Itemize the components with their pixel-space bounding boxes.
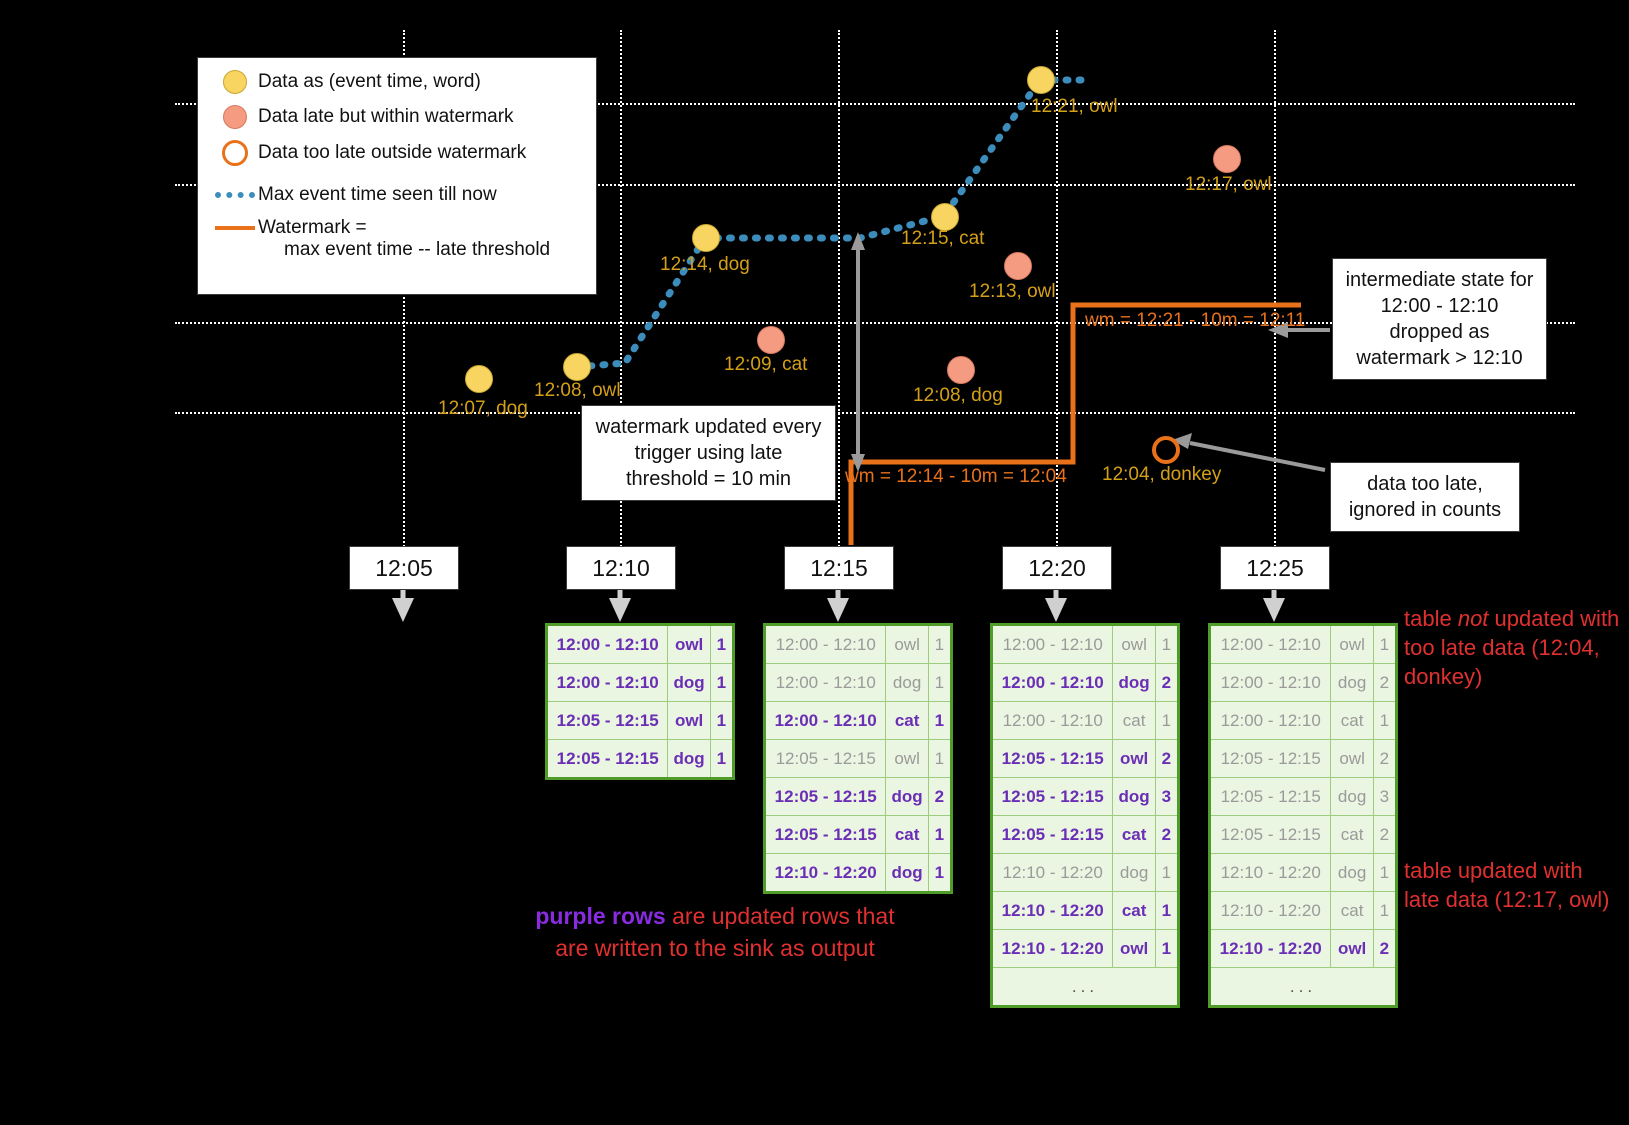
table-row (1211, 854, 1395, 892)
purple-rows-text-2: are updated rows that (665, 903, 895, 929)
table-row (766, 854, 950, 891)
time-label-1205: 12:05 (349, 546, 459, 590)
data-point-salmon (1004, 252, 1032, 280)
table-cell-window: 12:10 - 12:20 (1211, 892, 1331, 929)
table-cell-window: 12:05 - 12:15 (1211, 778, 1331, 815)
table-cell-word: cat (1331, 892, 1373, 929)
table-cell-count: 2 (1379, 748, 1390, 768)
table-cell-window: 12:10 - 12:20 (993, 892, 1113, 929)
table-cell-word: owl (1113, 740, 1155, 777)
legend-label: Max event time seen till now (258, 184, 497, 205)
table-cell-word: dog (1331, 854, 1373, 891)
watermark-label-1: wm = 12:14 - 10m = 12:04 (845, 466, 1067, 487)
table-cell-count: 1 (934, 672, 945, 692)
table-row (1211, 778, 1395, 816)
note-not-updated (1404, 604, 1624, 691)
table-row (548, 702, 732, 740)
table-cell-word: owl (668, 626, 710, 663)
data-point-yellow (1027, 66, 1055, 94)
table-row (766, 626, 950, 664)
table-cell-window: 12:10 - 12:20 (766, 854, 886, 891)
time-label-1215: 12:15 (784, 546, 894, 590)
table-row (993, 968, 1177, 1005)
table-row (548, 740, 732, 777)
orange-solid-line-icon (212, 226, 258, 230)
table-row (1211, 968, 1395, 1005)
data-too-late-callout: data too late, ignored in counts (1330, 462, 1520, 532)
table-cell-word: dog (1113, 664, 1155, 701)
blue-dotted-line-icon (212, 192, 258, 198)
table-cell-count: 2 (1379, 824, 1390, 844)
table-cell-count: 2 (1161, 824, 1172, 844)
table-cell-word: dog (668, 740, 710, 777)
table-cell-count: 1 (1379, 900, 1390, 920)
table-row (993, 854, 1177, 892)
table-cell-window: 12:05 - 12:15 (766, 816, 886, 853)
data-point-yellow (465, 365, 493, 393)
table-cell-window: 12:00 - 12:10 (766, 626, 886, 663)
data-point-label: 12:09, cat (724, 354, 808, 375)
table-cell-count: 3 (1161, 786, 1172, 806)
data-point-label: 12:08, owl (534, 380, 621, 401)
table-cell-word: cat (1113, 892, 1155, 929)
table-cell-word: dog (1113, 778, 1155, 815)
table-cell-count: 1 (934, 862, 945, 882)
table-cell-count: 2 (1379, 672, 1390, 692)
table-cell-window: 12:10 - 12:20 (993, 854, 1113, 891)
legend-item-watermark (212, 217, 582, 239)
table-cell-word: owl (1113, 930, 1155, 967)
intermediate-state-callout: intermediate state for 12:00 - 12:10 dropped as watermark > 12:10 (1332, 258, 1547, 380)
result-table-1225 (1208, 623, 1398, 1008)
legend (197, 57, 597, 295)
table-cell-word: owl (668, 702, 710, 739)
result-table-1215 (763, 623, 953, 894)
watermark-update-callout: watermark updated every trigger using late threshold = 10 min (581, 405, 836, 501)
table-cell-count: 1 (934, 748, 945, 768)
table-cell-window: 12:00 - 12:10 (1211, 626, 1331, 663)
table-cell-word: cat (1331, 816, 1373, 853)
table-cell-count: 1 (1161, 900, 1172, 920)
table-cell-window: 12:00 - 12:10 (548, 664, 668, 701)
table-row (1211, 740, 1395, 778)
table-cell-window: 12:10 - 12:20 (1211, 930, 1331, 967)
legend-item-watermark-formula (212, 239, 582, 261)
table-cell-window: 12:05 - 12:15 (766, 740, 886, 777)
table-cell-count: 3 (1379, 786, 1390, 806)
legend-item-late-within (212, 105, 582, 129)
purple-rows-note (500, 900, 930, 964)
table-cell-count: 1 (1379, 862, 1390, 882)
table-row (766, 740, 950, 778)
table-row (993, 816, 1177, 854)
table-row (548, 664, 732, 702)
legend-item-too-late (212, 140, 582, 166)
table-cell-word: owl (886, 740, 928, 777)
table-row (1211, 626, 1395, 664)
table-cell-window: 12:05 - 12:15 (548, 702, 668, 739)
table-cell-window: 12:05 - 12:15 (1211, 740, 1331, 777)
data-point-yellow (563, 353, 591, 381)
watermark-label-2: wm = 12:21 - 10m = 12:11 (1085, 310, 1306, 331)
table-cell-word: owl (886, 626, 928, 663)
table-cell-window: 12:05 - 12:15 (993, 816, 1113, 853)
table-row (993, 930, 1177, 968)
table-cell-count: 1 (934, 634, 945, 654)
table-cell-word: cat (1113, 702, 1155, 739)
table-cell-window: 12:00 - 12:10 (993, 626, 1113, 663)
table-cell-word: dog (886, 854, 928, 891)
table-row (548, 626, 732, 664)
table-cell-window: 12:00 - 12:10 (766, 664, 886, 701)
data-point-salmon (947, 356, 975, 384)
table-cell-count: 2 (1161, 748, 1172, 768)
table-cell-count: 1 (716, 710, 727, 730)
table-cell-window: 12:05 - 12:15 (766, 778, 886, 815)
table-cell-word: dog (886, 778, 928, 815)
legend-label: max event time -- late threshold (284, 238, 551, 260)
table-cell-word: owl (1113, 626, 1155, 663)
table-cell-window: 12:00 - 12:10 (993, 664, 1113, 701)
data-point-label: 12:14, dog (660, 254, 750, 275)
table-cell-count: 1 (1161, 938, 1172, 958)
table-row (766, 664, 950, 702)
table-row (766, 702, 950, 740)
table-cell-count: 1 (1379, 634, 1390, 654)
table-cell-window: 12:00 - 12:10 (1211, 702, 1331, 739)
table-cell-word: dog (668, 664, 710, 701)
note-updated-late: table updated with late data (12:17, owl) (1404, 858, 1610, 913)
table-row (1211, 892, 1395, 930)
note-text-a: table (1404, 606, 1458, 631)
table-row (993, 664, 1177, 702)
table-cell-word: cat (1331, 702, 1373, 739)
table-cell-ellipsis: ... (1071, 976, 1099, 996)
data-point-hollow (1152, 436, 1180, 464)
table-cell-word: owl (1331, 930, 1373, 967)
table-cell-word: cat (886, 702, 928, 739)
data-point-label: 12:17, owl (1185, 174, 1272, 195)
legend-label: Data as (event time, word) (258, 71, 481, 93)
data-point-label: 12:13, owl (969, 281, 1056, 302)
table-row (766, 778, 950, 816)
data-point-label: 12:07, dog (438, 398, 528, 419)
purple-rows-text-3: are written to the sink as output (555, 935, 875, 962)
table-cell-word: owl (1331, 626, 1373, 663)
table-cell-word: dog (1331, 778, 1373, 815)
table-cell-count: 1 (934, 710, 945, 730)
table-row (993, 892, 1177, 930)
time-label-1210: 12:10 (566, 546, 676, 590)
table-cell-ellipsis: ... (1289, 976, 1317, 996)
data-point-yellow (931, 203, 959, 231)
yellow-dot-icon (212, 70, 258, 94)
legend-label: Data late but within watermark (258, 106, 514, 128)
table-row (993, 740, 1177, 778)
table-cell-word: cat (1113, 816, 1155, 853)
table-cell-count: 1 (934, 824, 945, 844)
salmon-dot-icon (212, 105, 258, 129)
table-row (766, 816, 950, 854)
table-cell-word: cat (886, 816, 928, 853)
data-point-yellow (692, 224, 720, 252)
data-point-label: 12:15, cat (901, 228, 985, 249)
data-point-salmon (757, 326, 785, 354)
table-cell-count: 1 (716, 634, 727, 654)
legend-label: Data too late outside watermark (258, 142, 527, 164)
table-cell-word: dog (1113, 854, 1155, 891)
table-cell-word: dog (886, 664, 928, 701)
table-cell-window: 12:00 - 12:10 (548, 626, 668, 663)
table-cell-count: 2 (934, 786, 945, 806)
table-cell-count: 2 (1161, 672, 1172, 692)
table-cell-word: dog (1331, 664, 1373, 701)
legend-item-data (212, 70, 582, 94)
legend-label: Watermark = (258, 216, 367, 238)
table-cell-count: 2 (1379, 938, 1390, 958)
table-row (993, 778, 1177, 816)
table-cell-count: 1 (1379, 710, 1390, 730)
data-point-label: 12:21, owl (1031, 96, 1118, 117)
table-row (1211, 930, 1395, 968)
table-cell-count: 1 (1161, 634, 1172, 654)
table-cell-window: 12:05 - 12:15 (993, 778, 1113, 815)
table-cell-window: 12:05 - 12:15 (1211, 816, 1331, 853)
table-row (1211, 816, 1395, 854)
data-point-salmon (1213, 145, 1241, 173)
table-cell-window: 12:10 - 12:20 (993, 930, 1113, 967)
table-cell-window: 12:05 - 12:15 (548, 740, 668, 777)
table-cell-window: 12:00 - 12:10 (1211, 664, 1331, 701)
time-label-1225: 12:25 (1220, 546, 1330, 590)
table-cell-window: 12:10 - 12:20 (1211, 854, 1331, 891)
table-cell-word: owl (1331, 740, 1373, 777)
table-row (1211, 664, 1395, 702)
time-label-1220: 12:20 (1002, 546, 1112, 590)
table-row (1211, 702, 1395, 740)
table-row (993, 626, 1177, 664)
table-cell-count: 1 (1161, 710, 1172, 730)
table-cell-count: 1 (716, 672, 727, 692)
table-row (993, 702, 1177, 740)
purple-rows-text: purple rows (535, 903, 666, 929)
table-cell-window: 12:00 - 12:10 (766, 702, 886, 739)
result-table-1220 (990, 623, 1180, 1008)
hollow-orange-dot-icon (212, 140, 258, 166)
note-text-italic: not (1457, 606, 1489, 631)
data-point-label: 12:04, donkey (1102, 464, 1222, 485)
legend-item-max-event-time (212, 184, 582, 206)
data-point-label: 12:08, dog (913, 385, 1003, 406)
table-cell-count: 1 (1161, 862, 1172, 882)
note-text-b: updated with too late data (12:04, donkey) (1404, 606, 1620, 690)
table-cell-count: 1 (716, 748, 727, 768)
table-cell-window: 12:05 - 12:15 (993, 740, 1113, 777)
result-table-1210 (545, 623, 735, 780)
table-cell-window: 12:00 - 12:10 (993, 702, 1113, 739)
